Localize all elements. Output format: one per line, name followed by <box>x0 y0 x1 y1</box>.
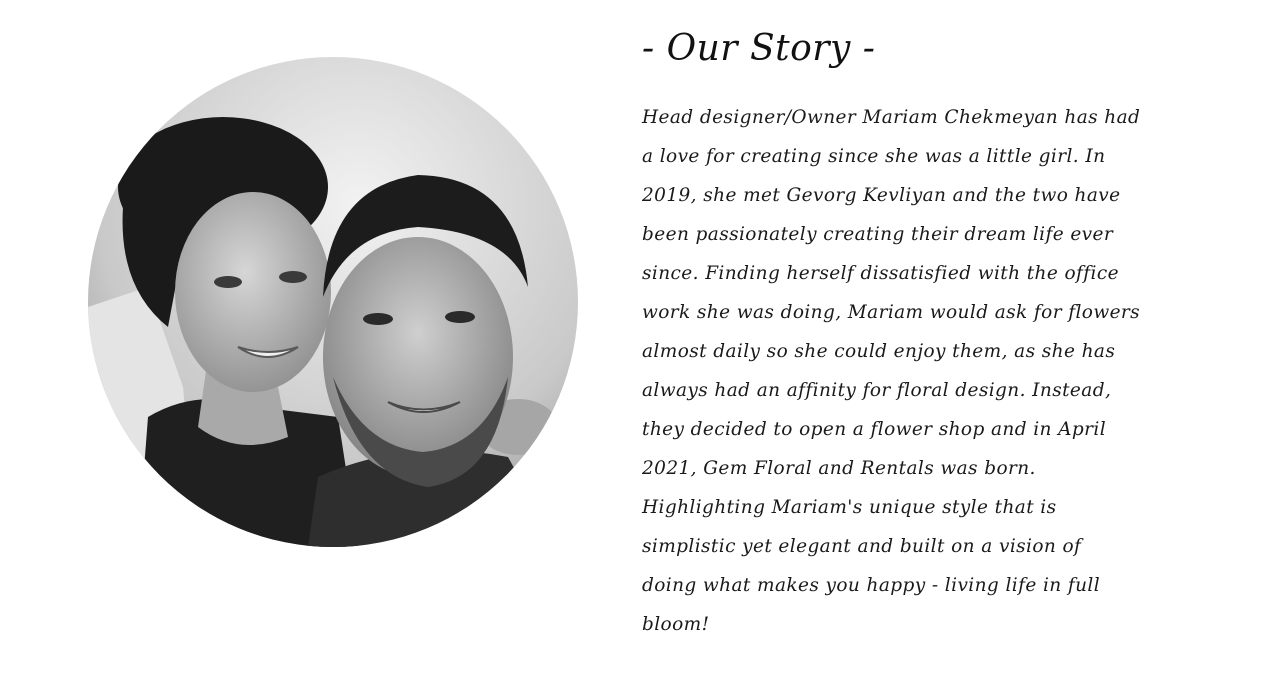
story-content <box>642 24 1142 644</box>
story-title: - Our Story - <box>642 28 876 69</box>
owners-photo <box>88 57 578 547</box>
story-body: Head designer/Owner Mariam Chekmeyan has had a love for creating since she was a little girl. In 2019, she met Gevorg Kevliyan and the two have been passionately creating their dream life ever since. Finding herself dissatisfied with the office work she was doing, Mariam would ask for flowers almost daily so she could enjoy them, as she has always had an affinity for floral design. Instead, they decided to open a flower shop and in April 2021, Gem Floral and Rentals was born. Highlighting Mariam's unique style that is simplistic yet elegant and built on a vision of doing what makes you happy - living life in full bloom! <box>642 107 1141 635</box>
